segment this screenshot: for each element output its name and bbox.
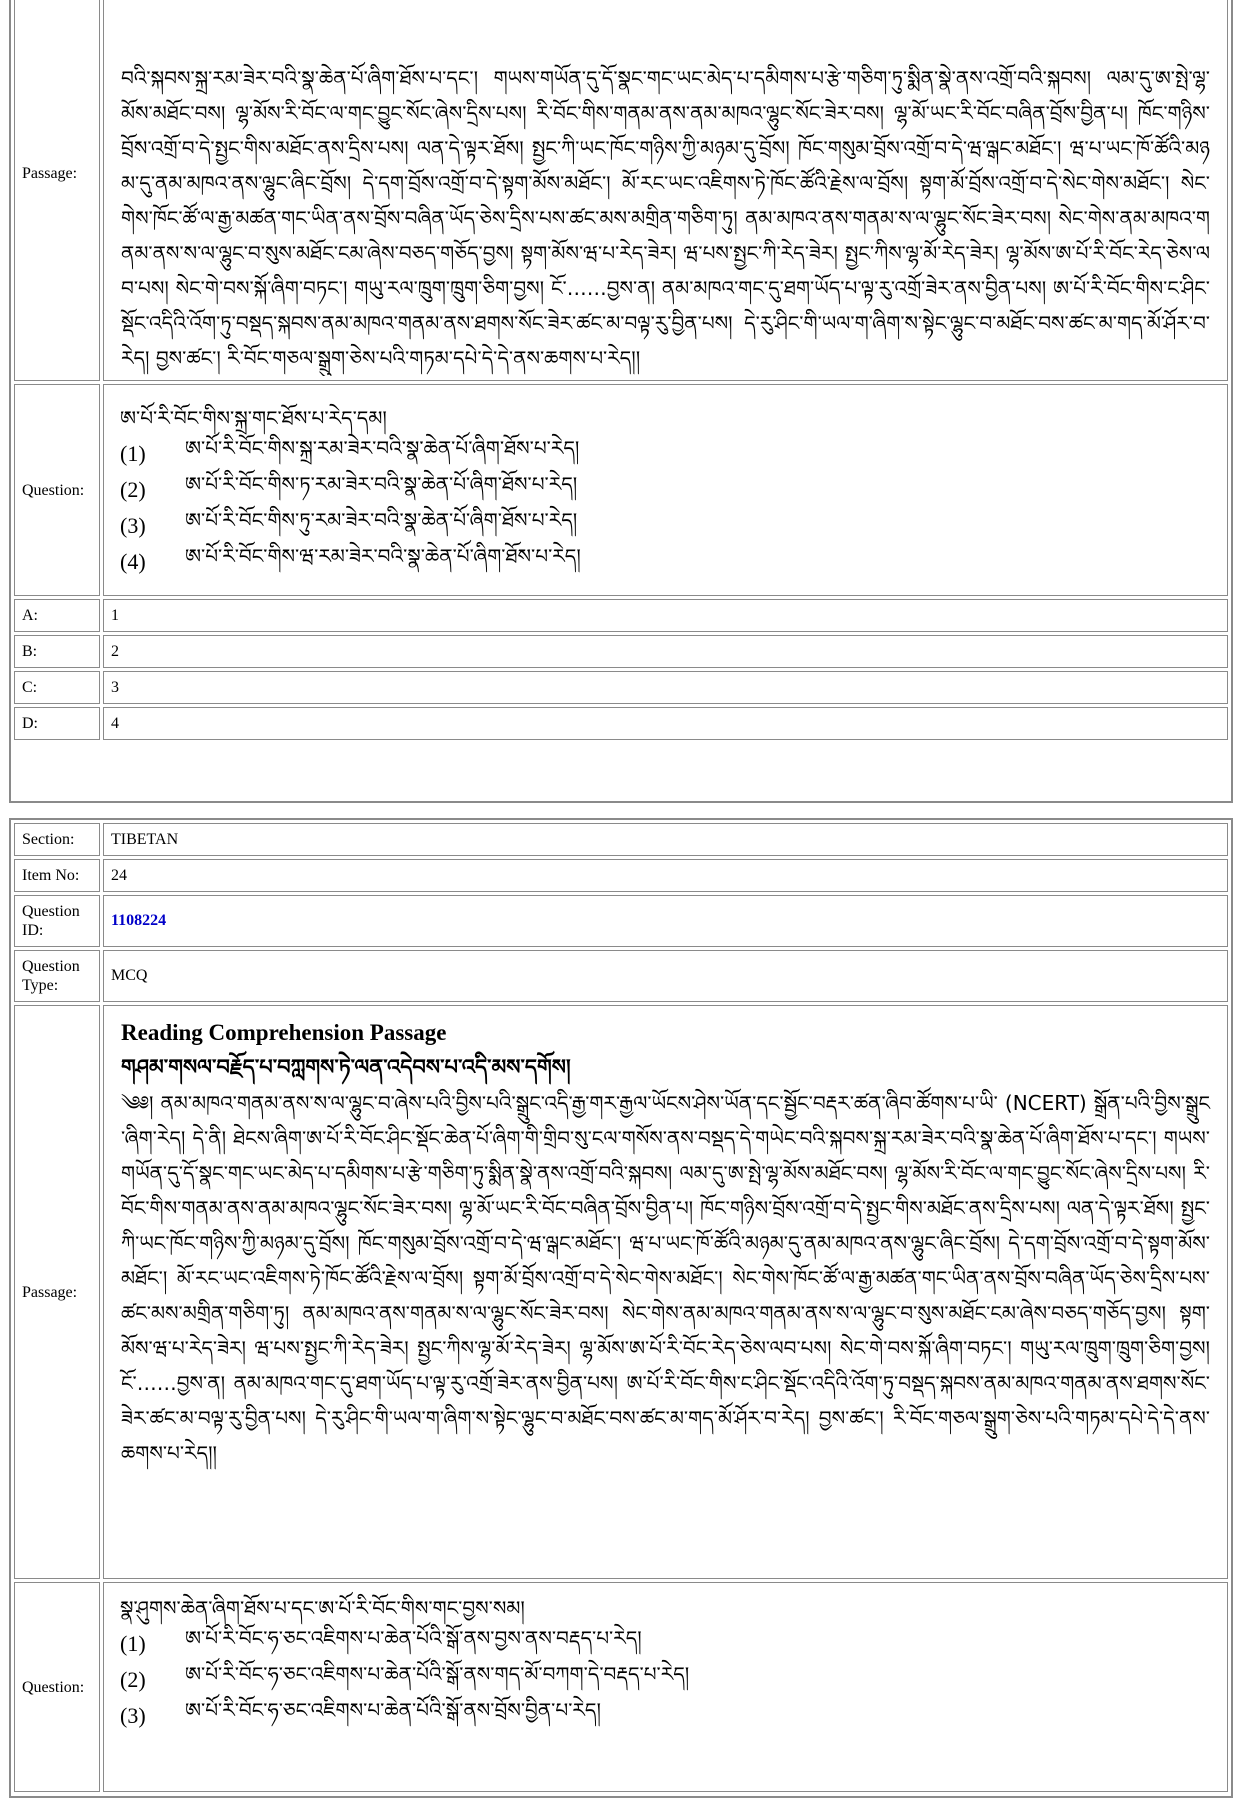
option-text: ཨ་པོ་རི་བོང་ཧ་ཅང་འཇིགས་པ་ཆེན་པོའི་སྒོ་ནས་བྲོས་བྱིན་པ་རེད། — [185, 1698, 601, 1722]
answer-value-c: 3 — [103, 671, 1228, 704]
passage-subheading: གཤམ་གསལ་བརྗོད་པ་བཀླགས་ཏེ་ལན་འདེབས་པ་འདི་མས་དགོས། — [121, 1055, 571, 1079]
option-number: (1) — [120, 1631, 146, 1656]
answer-value-a: 1 — [103, 599, 1228, 632]
passage-label: Passage: — [14, 0, 100, 381]
option-text: ཨ་པོ་རི་བོང་གིས་ཝ་རམ་ཟེར་བའི་སྣ་ཆེན་པོ་ཞིག་ཐོས་པ་རེད། — [185, 543, 581, 568]
question-label: Question: — [14, 1582, 100, 1792]
option-number: (2) — [120, 1667, 146, 1692]
option-number: (4) — [120, 548, 146, 574]
question-label: Question: — [14, 384, 100, 596]
question-block-item-24 — [9, 818, 1233, 1798]
section-label: Section: — [14, 823, 100, 856]
passage-label: Passage: — [14, 1005, 100, 1579]
passage-heading: Reading Comprehension Passage — [121, 1020, 447, 1045]
passage-text: ༄༅། ནམ་མཁའ་གནམ་ནས་ས་ལ་ལྷུང་བ་ཞེས་པའི་བྱིས་པའི་སྒྲུང་འདི་རྒྱ་གར་རྒྱལ་ཡོངས་ཤེས་ཡོན་དང་སྦྱོང་བརྡར་ཚན་ཞིབ་ཚོགས་པ་ཡི་ (NCERT) སྒྲོན་པའི་བྱིས་སྒྲུང་ཞིག་རེད། དེ་ནི། ཐེངས་ཞིག་ཨ་པོ་རི་བོང་ཤིང་སྡོང་ཆེན་པོ་ཞིག་གི་གྲིབ་སུ་ངལ་གསོས་ནས་བསྡད་དེ་གཡེང་བའི་སྐབས་སྐྲ་རམ་ཟེར་བའི་སྣ་ཆེན་པོ་ཞིག་ཐོས་པ་དང་། གཡས་གཡོན་དུ་དོ་སྣང་གང་ཡང་མེད་པ་དམིགས་པ་རྩེ་གཅིག་ཏུ་སྨིན་སྣེ་ནས་འགྲོ་བའི་སྐབས། ལམ་དུ་ཨ་སྤེ་ལྷ་མོས་མཐོང་བས། ལྷ་མོས་རི་བོང་ལ་གང་བྱུང་སོང་ཞེས་དྲིས་པས། རི་བོང་གིས་གནམ་ནས་ནམ་མཁའ་ལྷུང་སོང་ཟེར་བས། ལྷ་མོ་ཡང་རི་བོང་བཞིན་བྲོས་བྱིན་པ། ཁོང་གཉིས་བྲོས་འགྲོ་བ་དེ་སྤྱང་གིས་མཐོང་ནས་དྲིས་པས། ལན་དེ་ལྟར་ཐོས། སྤྱང་ཀི་ཡང་ཁོང་གཉིས་ཀྱི་མཉམ་དུ་བྲོས། ཁོང་གསུམ་བྲོས་འགྲོ་བ་དེ་ཝ་ལྒང་མཐོང་། ཝ་པ་ཡང་ཁོ་ཚོའི་མཉམ་དུ་ནམ་མཁའ་ནས་ལྷུང་ཞིང་བྲོས། དེ་དག་བྲོས་འགྲོ་བ་དེ་སྟག་མོས་མཐོང་། མོ་རང་ཡང་འཇིགས་ཏེ་ཁོང་ཚོའི་རྗེས་ལ་བྲོས། སྟག་མོ་བྲོས་འགྲོ་བ་དེ་སེང་གེས་མཐོང་། སེང་གེས་ཁོང་ཚོ་ལ་རྒྱ་མཚན་གང་ཡིན་ནས་བྲོས་བཞིན་ཡོད་ཅེས་དྲིས་པས་ཚང་མས་མགྲིན་གཅིག་ཏུ། ནམ་མཁའ་ནས་གནམ་ས་ལ་ལྷུང་སོང་ཟེར་བས། སེང་གེས་ནམ་མཁའ་གནམ་ནས་ས་ལ་ལྷུང་བ་སུས་མཐོང་ངམ་ཞེས་བཅད་གཅོད་བྱས། སྟག་མོས་ཝ་པ་རེད་ཟེར། ཝ་པས་སྤྱང་ཀི་རེད་ཟེར། སྤྱང་ཀིས་ལྷ་མོ་རེད་ཟེར། ལྷ་མོས་ཨ་པོ་རི་བོང་རེད་ཅེས་ལབ་པས། སེང་གེ་བས་སྐོ་ཞིག་བཏང་། གཡུ་རལ་ཁྲུག་ཁྲུག་ཅིག་བྱས། ངོ་……བྱས་ན། ནམ་མཁའ་གང་དུ་ཐག་ཡོད་པ་ལྟ་རུ་འགྲོ་ཟེར་ནས་བྱིན་པས། ཨ་པོ་རི་བོང་གིས་ང་ཤིང་སྡོང་འདིའི་འོག་ཏུ་བསྡད་སྐབས་ནམ་མཁའ་གནམ་ནས་ཐགས་སོང་ཟེར་ཚང་མ་བལྟ་རུ་བྱིན་པས། དེ་རུ་ཤིང་གི་ཡལ་ག་ཞིག་ས་སྟེང་ལྷུང་བ་མཐོང་བས་ཚང་མ་གད་མོ་ཤོར་བ་རེད། བྱས་ཚང་། རི་བོང་གཅལ་སྒྲུག་ཅེས་པའི་གཏམ་དཔེ་དེ་དེ་ནས་ཆགས་པ་རེད།། — [121, 1091, 1210, 1465]
option-text: ཨ་པོ་རི་བོང་གིས་ཏུ་རམ་ཟེར་བའི་སྣ་ཆེན་པོ་ཞིག་ཐོས་པ་རེད། — [185, 507, 578, 532]
answer-label-b: B: — [14, 635, 100, 668]
question-stem: ཨ་པོ་རི་བོང་གིས་སྐྲ་གང་ཐོས་པ་རེད་དམ། — [120, 405, 387, 430]
option-4[interactable] — [111, 544, 1220, 580]
question-id-label: Question ID: — [14, 895, 100, 947]
answer-label-c: C: — [14, 671, 100, 704]
item-no-label: Item No: — [14, 859, 100, 892]
option-number: (1) — [120, 440, 146, 466]
question-block-prev — [9, 0, 1233, 803]
answer-label-d: D: — [14, 707, 100, 740]
passage-text: བའི་སྐབས་སྐྲ་རམ་ཟེར་བའི་སྣ་ཆེན་པོ་ཞིག་ཐོས་པ་དང་། གཡས་གཡོན་དུ་དོ་སྣང་གང་ཡང་མེད་པ་དམིགས་པ་རྩེ་གཅིག་ཏུ་སྨིན་སྣེ་ནས་འགྲོ་བའི་སྐབས། ལམ་དུ་ཨ་སྤེ་ལྷ་མོས་མཐོང་བས། ལྷ་མོས་རི་བོང་ལ་གང་བྱུང་སོང་ཞེས་དྲིས་པས། རི་བོང་གིས་གནམ་ནས་ནམ་མཁའ་ལྷུང་སོང་ཟེར་བས། ལྷ་མོ་ཡང་རི་བོང་བཞིན་བྲོས་བྱིན་པ། ཁོང་གཉིས་བྲོས་འགྲོ་བ་དེ་སྤྱང་གིས་མཐོང་ནས་དྲིས་པས། ལན་དེ་ལྟར་ཐོས། སྤྱང་ཀི་ཡང་ཁོང་གཉིས་ཀྱི་མཉམ་དུ་བྲོས། ཁོང་གསུམ་བྲོས་འགྲོ་བ་དེ་ཝ་ལྒང་མཐོང་། ཝ་པ་ཡང་ཁོ་ཚོའི་མཉམ་དུ་ནམ་མཁའ་ནས་ལྷུང་ཞིང་བྲོས། དེ་དག་བྲོས་འགྲོ་བ་དེ་སྟག་མོས་མཐོང་། མོ་རང་ཡང་འཇིགས་ཏེ་ཁོང་ཚོའི་རྗེས་ལ་བྲོས། སྟག་མོ་བྲོས་འགྲོ་བ་དེ་སེང་གེས་མཐོང་། སེང་གེས་ཁོང་ཚོ་ལ་རྒྱ་མཚན་གང་ཡིན་ནས་བྲོས་བཞིན་ཡོད་ཅེས་དྲིས་པས་ཚང་མས་མགྲིན་གཅིག་ཏུ། ནམ་མཁའ་ནས་གནམ་ས་ལ་ལྷུང་སོང་ཟེར་བས། སེང་གེས་ནམ་མཁའ་གནམ་ནས་ས་ལ་ལྷུང་བ་སུས་མཐོང་ངམ་ཞེས་བཅད་གཅོད་བྱས། སྟག་མོས་ཝ་པ་རེད་ཟེར། ཝ་པས་སྤྱང་ཀི་རེད་ཟེར། སྤྱང་ཀིས་ལྷ་མོ་རེད་ཟེར། ལྷ་མོས་ཨ་པོ་རི་བོང་རེད་ཅེས་ལབ་པས། སེང་གེ་བས་སྐོ་ཞིག་བཏང་། གཡུ་རལ་ཁྲུག་ཁྲུག་ཅིག་བྱས། ངོ་……བྱས་ན། ནམ་མཁའ་གང་དུ་ཐག་ཡོད་པ་ལྟ་རུ་འགྲོ་ཟེར་ནས་བྱིན་པས། ཨ་པོ་རི་བོང་གིས་ང་ཤིང་སྡོང་འདིའི་འོག་ཏུ་བསྡད་སྐབས་ནམ་མཁའ་གནམ་ནས་ཐགས་སོང་ཟེར་ཚང་མ་བལྟ་རུ་བྱིན་པས། དེ་རུ་ཤིང་གི་ཡལ་ག་ཞིག་ས་སྟེང་ལྷུང་བ་མཐོང་བས་ཚང་མ་གད་མོ་ཤོར་བ་རེད། བྱས་ཚང་། རི་བོང་གཅལ་སྒྲུག་ཅེས་པའི་གཏམ་དཔེ་དེ་དེ་ནས་ཆགས་པ་རེད།། — [121, 66, 1210, 370]
section-value: TIBETAN — [103, 823, 1228, 856]
answer-label-a: A: — [14, 599, 100, 632]
option-number: (3) — [120, 512, 146, 538]
answer-value-b: 2 — [103, 635, 1228, 668]
option-text: ཨ་པོ་རི་བོང་གིས་སྐྲ་རམ་ཟེར་བའི་སྣ་ཆེན་པོ་ཞིག་ཐོས་པ་རེད། — [185, 435, 580, 460]
question-stem: སྣ་ཤུགས་ཆེན་ཞིག་ཐོས་པ་དང་ཨ་པོ་རི་བོང་གིས་གང་བྱས་སམ། — [120, 1596, 525, 1620]
answer-value-d: 4 — [103, 707, 1228, 740]
question-table-prev — [11, 0, 1231, 743]
item-no-value: 24 — [103, 859, 1228, 892]
question-type-label: Question Type: — [14, 950, 100, 1002]
option-number: (2) — [120, 476, 146, 502]
option-text: ཨ་པོ་རི་བོང་གིས་ཏ་རམ་ཟེར་བའི་སྣ་ཆེན་པོ་ཞིག་ཐོས་པ་རེད། — [185, 471, 578, 496]
question-table — [11, 820, 1231, 1795]
question-id-link[interactable]: 1108224 — [111, 912, 167, 929]
option-text: ཨ་པོ་རི་བོང་ཧ་ཅང་འཇིགས་པ་ཆེན་པོའི་སྒོ་ནས་གད་མོ་བཀག་དེ་བརྡད་པ་རེད། — [185, 1662, 690, 1686]
option-text: ཨ་པོ་རི་བོང་ཧ་ཅང་འཇིགས་པ་ཆེན་པོའི་སྒོ་ནས་བྱས་ནས་བརྡད་པ་རེད། — [185, 1626, 642, 1650]
question-type-value: MCQ — [103, 950, 1228, 1002]
option-number: (3) — [120, 1703, 146, 1728]
